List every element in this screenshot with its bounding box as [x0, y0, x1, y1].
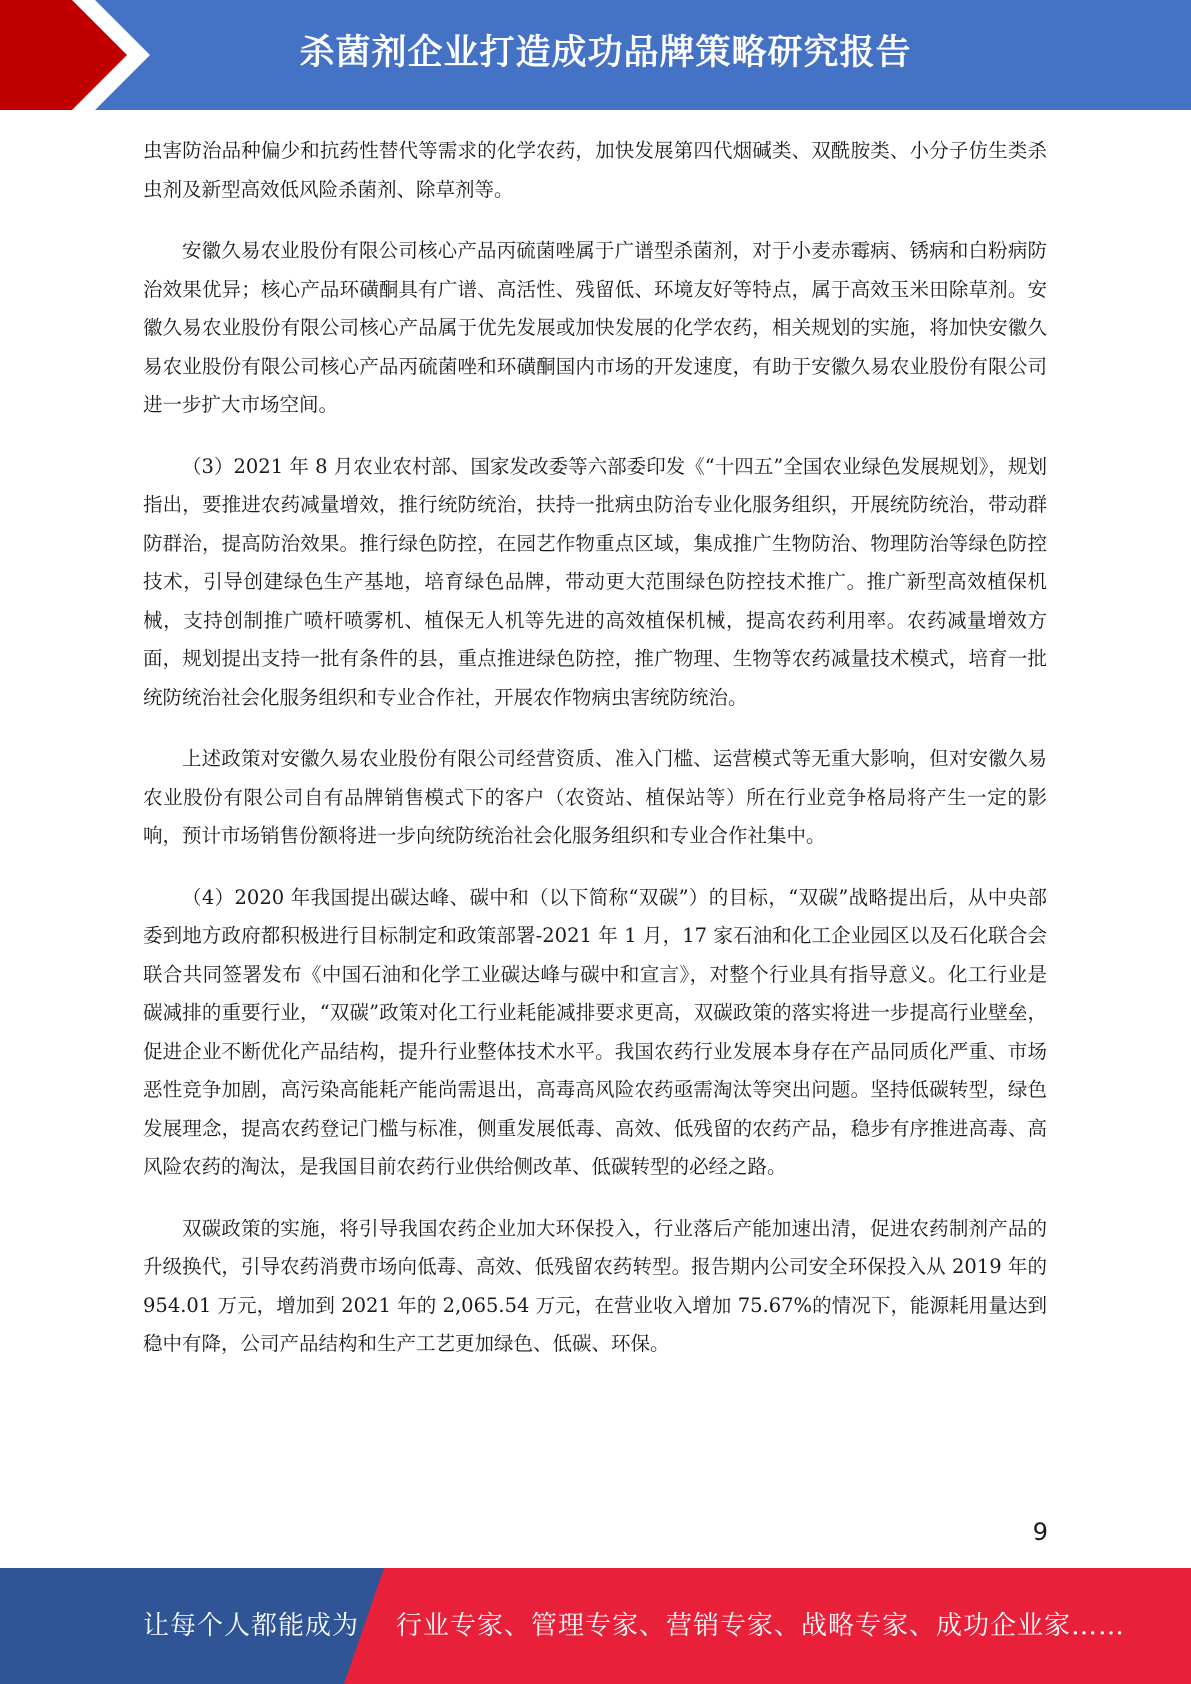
paragraph-policy-impact: 上述政策对安徽久易农业股份有限公司经营资质、准入门槛、运营模式等无重大影响，但对安徽久易农业股份有限公司自有品牌销售模式下的客户（农资站、植保站等）所在行业竞争格局将产生一定的影响，预计市场销售份额将进一步向统防统治社会化服务组织和专业合作社集中。: [143, 747, 1047, 847]
paragraph-core-products: 安徽久易农业股份有限公司核心产品丙硫菌唑属于广谱型杀菌剂，对于小麦赤霉病、锈病和白粉病防治效果优异；核心产品环磺酮具有广谱、高活性、残留低、环境友好等特点，属于高效玉米田除草剂。安徽久易农业股份有限公司核心产品属于优先发展或加快发展的化学农药，相关规划的实施，将加快安徽久易农业股份有限公司核心产品丙硫菌唑和环磺酮国内市场的开发速度，有助于安徽久易农业股份有限公司进一步扩大市场空间。: [143, 239, 1047, 416]
footer-slogan-right: 行业专家、管理专家、营销专家、战略专家、成功企业家……: [396, 1611, 1126, 1641]
page-number: 9: [1032, 1518, 1048, 1546]
page-title: 杀菌剂企业打造成功品牌策略研究报告: [299, 33, 912, 73]
footer-slogan-left: 让每个人都能成为: [143, 1611, 360, 1641]
document-body: [143, 132, 1047, 1387]
paragraph-continued: 虫害防治品种偏少和抗药性替代等需求的化学农药，加快发展第四代烟碱类、双酰胺类、小分子仿生类杀虫剂及新型高效低风险杀菌剂、除草剂等。: [143, 139, 1047, 201]
footer-banner: [0, 1568, 1191, 1684]
header-banner: [0, 0, 1191, 110]
paragraph-policy-4: （4）2020 年我国提出碳达峰、碳中和（以下简称“双碳”）的目标，“双碳”战略提出后，从中央部委到地方政府都积极进行目标制定和政策部署-2021 年 1 月，17 家石油和化工企业园区以及石化联合会联合共同签署发布《中国石油和化学工业碳达峰与碳中和宣言》，对整个行业具有指导意义。化工行业是碳减排的重要行业，“双碳”政策对化工行业耗能减排要求更高，双碳政策的落实将进一步提高行业壁垒，促进企业不断优化产品结构，提升行业整体技术水平。我国农药行业发展本身存在产品同质化严重、市场恶性竞争加剧，高污染高能耗产能尚需退出，高毒高风险农药亟需淘汰等突出问题。坚持低碳转型，绿色发展理念，提高农药登记门槛与标准，侧重发展低毒、高效、低残留的农药产品，稳步有序推进高毒、高风险农药的淘汰，是我国目前农药行业供给侧改革、低碳转型的必经之路。: [143, 885, 1047, 1178]
paragraph-policy-3: （3）2021 年 8 月农业农村部、国家发改委等六部委印发《“十四五”全国农业绿色发展规划》，规划指出，要推进农药减量增效，推行统防统治，扶持一批病虫防治专业化服务组织，开展统防统治，带动群防群治，提高防治效果。推行绿色防控，在园艺作物重点区域，集成推广生物防治、物理防治等绿色防控技术，引导创建绿色生产基地，培育绿色品牌，带动更大范围绿色防控技术推广。推广新型高效植保机械，支持创制推广喷杆喷雾机、植保无人机等先进的高效植保机械，提高农药利用率。农药减量增效方面，规划提出支持一批有条件的县，重点推进绿色防控，推广物理、生物等农药减量技术模式，培育一批统防统治社会化服务组织和专业合作社，开展农作物病虫害统防统治。: [143, 454, 1047, 709]
paragraph-dual-carbon: 双碳政策的实施，将引导我国农药企业加大环保投入，行业落后产能加速出清，促进农药制剂产品的升级换代，引导农药消费市场向低毒、高效、低残留农药转型。报告期内公司安全环保投入从 2019 年的 954.01 万元，增加到 2021 年的 2,065.54 万元，在营业收入增加 75.67%的情况下，能源耗用量达到稳中有降，公司产品结构和生产工艺更加绿色、低碳、环保。: [143, 1216, 1047, 1355]
